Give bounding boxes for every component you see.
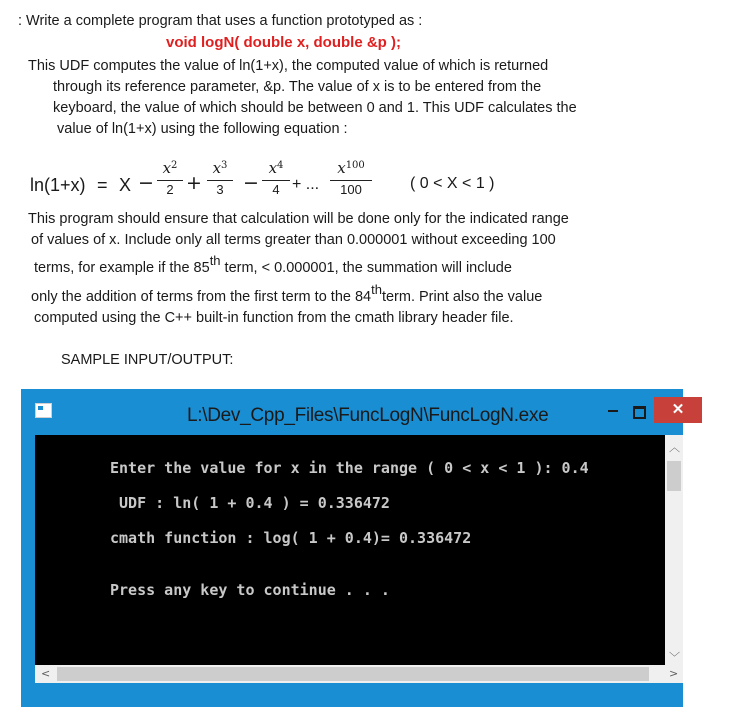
- console-line-4: Press any key to continue . . .: [110, 581, 390, 599]
- constraint-line-1: This program should ensure that calculation will be done only for the indicated range: [28, 211, 569, 227]
- constraint-line-3-end: term, < 0.000001, the summation will include: [220, 260, 512, 276]
- vertical-scroll-thumb[interactable]: [667, 461, 681, 491]
- equation-minus-1: −: [138, 172, 154, 194]
- window-system-icon[interactable]: [35, 403, 52, 418]
- function-prototype: void logN( double x, double &p );: [166, 34, 401, 51]
- constraint-line-5: computed using the C++ built-in function from the cmath library header file.: [34, 310, 514, 326]
- term-3-exponent: 3: [221, 160, 228, 171]
- console-window: [21, 389, 683, 707]
- equation-lhs: ln(1+x): [30, 175, 86, 195]
- constraint-line-4: [31, 282, 543, 306]
- description-line-4: value of ln(1+x) using the following equation :: [57, 121, 348, 137]
- fraction-term-2: [157, 160, 183, 197]
- constraint-line-4-start: only the addition of terms from the first term to the 84: [31, 289, 372, 305]
- term-2-exponent: 2: [171, 160, 178, 171]
- term-3-base: x: [212, 159, 222, 177]
- constraint-line-2: of values of x. Include only all terms greater than 0.000001 without exceeding 100: [31, 232, 556, 248]
- description-line-3: keyboard, the value of which should be between 0 and 1. This UDF calculates the: [53, 100, 577, 116]
- horizontal-scroll-thumb[interactable]: [57, 667, 649, 681]
- term-2-denominator: 2: [166, 182, 174, 197]
- horizontal-scrollbar[interactable]: [35, 665, 683, 683]
- sample-label: SAMPLE INPUT/OUTPUT:: [61, 352, 234, 368]
- term-2-base: x: [162, 159, 172, 177]
- scroll-down-icon[interactable]: ﹀: [669, 651, 680, 664]
- term-100-base: x: [337, 159, 346, 177]
- ordinal-suffix: th: [371, 282, 382, 297]
- intro-line: : Write a complete program that uses a function prototyped as :: [18, 13, 423, 29]
- term-4-denominator: 4: [272, 182, 280, 197]
- fraction-term-100: [330, 160, 372, 197]
- equation-plus-ellipsis: + ...: [292, 176, 320, 193]
- console-line-2: UDF : ln( 1 + 0.4 ) = 0.336472: [110, 494, 390, 512]
- minimize-icon: [608, 410, 618, 412]
- console-line-1: Enter the value for x in the range ( 0 < x < 1 ): 0.4: [110, 459, 589, 477]
- close-button[interactable]: ✕: [654, 397, 702, 423]
- maximize-button[interactable]: [625, 401, 655, 421]
- equation-range: ( 0 < X < 1 ): [410, 175, 495, 192]
- fraction-term-3: [207, 160, 233, 197]
- constraint-line-3: [34, 253, 512, 277]
- fraction-term-4: [262, 160, 290, 197]
- scroll-up-icon[interactable]: ︿: [669, 441, 680, 454]
- equation-equals: =: [97, 175, 108, 195]
- equation-x-term: X: [119, 175, 132, 195]
- term-100-denominator: 100: [340, 182, 362, 197]
- console-line-3: cmath function : log( 1 + 0.4)= 0.336472: [110, 529, 472, 547]
- window-title: L:\Dev_Cpp_Files\FuncLogN\FuncLogN.exe: [187, 405, 549, 426]
- ordinal-suffix: th: [209, 253, 221, 268]
- vertical-scrollbar[interactable]: [665, 435, 683, 665]
- description-line-2: through its reference parameter, &p. The value of x is to be entered from the: [53, 79, 542, 95]
- scroll-left-icon[interactable]: <: [41, 667, 51, 680]
- term-4-base: x: [268, 159, 278, 177]
- constraint-line-3-start: terms, for example if the 85: [34, 260, 210, 276]
- term-100-exponent: 100: [345, 160, 365, 171]
- equation-plus-1: +: [186, 172, 202, 194]
- console-output[interactable]: [35, 435, 665, 665]
- scroll-right-icon[interactable]: >: [669, 667, 679, 680]
- description-line-1: This UDF computes the value of ln(1+x), the computed value of which is returned: [28, 58, 549, 74]
- constraint-line-4-end: term. Print also the value: [381, 289, 543, 305]
- term-3-denominator: 3: [216, 182, 224, 197]
- maximize-icon: [633, 406, 646, 419]
- equation-minus-2: −: [243, 172, 259, 194]
- term-4-exponent: 4: [277, 160, 284, 171]
